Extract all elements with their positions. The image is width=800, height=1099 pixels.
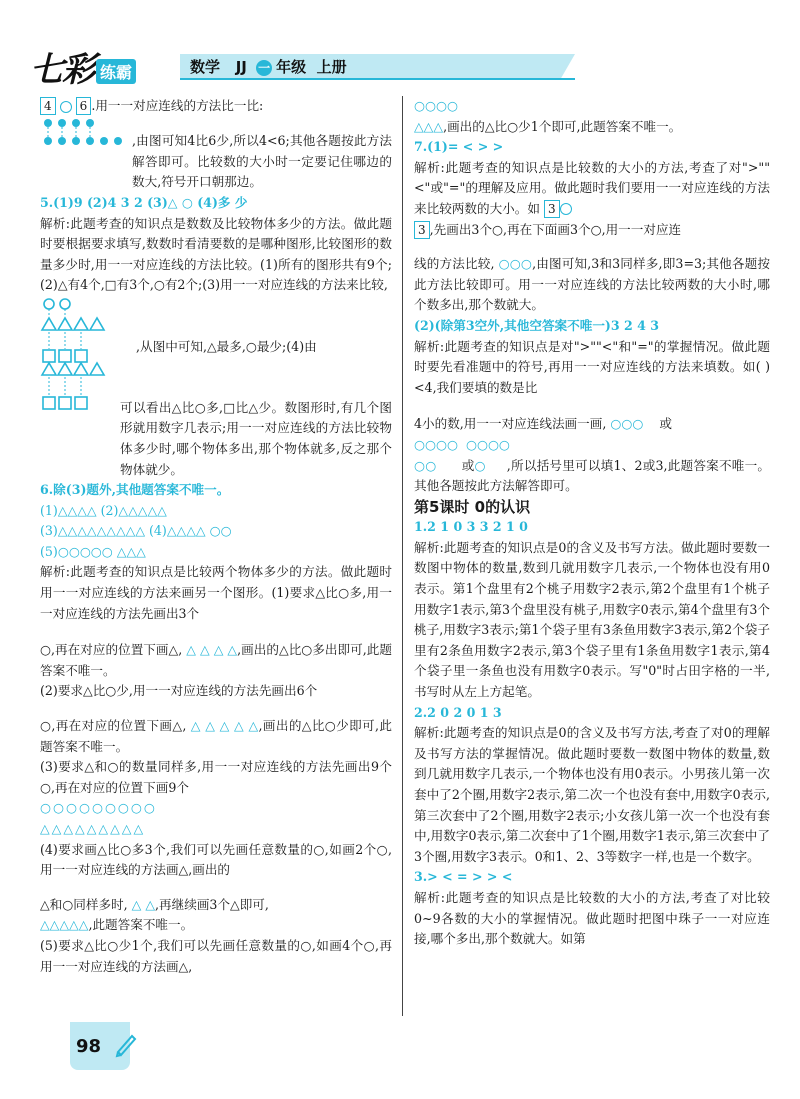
page-number: 98 xyxy=(76,1036,102,1057)
header-info xyxy=(190,56,347,77)
q4-line xyxy=(40,96,392,117)
q6-analysis-2: ○,再在对应的位置下画△, xyxy=(40,642,183,658)
l1-answer: 1.2 1 0 3 3 2 1 0 xyxy=(414,519,528,535)
right-figure-top: ○○○○ △△△,画出的△比○少1个即可,此题答案不唯一。 xyxy=(414,98,682,134)
circle-icon xyxy=(60,101,72,113)
l2-answer: 2.2 0 2 0 1 3 xyxy=(414,704,502,720)
q4-text: .用一一对应连线的方法比一比: xyxy=(91,98,264,113)
circle-icon xyxy=(560,203,572,215)
q7-figure-2: ○○○ xyxy=(610,416,644,432)
q6-figure-4: △ △ xyxy=(131,896,156,912)
q5-analysis: 解析:此题考查的知识点是数数及比较物体多少的方法。做此题时要根据要求填写,数数时看清要数的是哪种图形,比较图形的数量多少时,用一一对应连线的方法比较。(1)所有的图形共有9个;(2)△有4个,□有3个,○有2个;(3)用一一对应连线的方法来比较, xyxy=(40,215,392,293)
q6-figure-5: △△△△△ xyxy=(40,917,89,933)
l3-analysis: 解析:此题考查的知识点是比较数的大小的方法,考查了对比较0~9各数的大小的掌握情况。做此题时把图中珠子一一对应连接,哪个多出,那个数就大。如第 xyxy=(414,889,770,947)
q7-analysis-3: 线的方法比较, xyxy=(414,256,495,272)
q7-figure-4: ○○ xyxy=(414,457,437,473)
brand-logo xyxy=(30,42,136,91)
left-column xyxy=(40,96,392,977)
grade-label: 年级 xyxy=(276,58,307,76)
q6-analysis-3: ,画出的△比○多出即可,此题答案不唯一。 xyxy=(40,642,392,678)
pencil-icon xyxy=(112,1030,140,1058)
l3-answer: 3.> < = > > < xyxy=(414,869,513,885)
q6-analysis-10: ,再继续画3个△即可, xyxy=(155,896,269,912)
l1-analysis: 解析:此题考查的知识点是0的含义及书写方法。做此题时要数一数图中物体的数量,数到几就用数字几表示,一个物体也没有用0表示。第1个盘里有2个桃子用数字2表示,第2个盘里有1个桃子用数字1表示,第3个盘里没有桃子,用数字0表示,第4个盘里有3个桃子,用数字3表示;第1个袋子里有3条鱼用数字3表示,第2个袋子里有2条鱼用数字2表示,第3个袋子里有1条鱼用数字1表示,第4个袋子里一条鱼也没有用数字0表示。写"0"时占田字格的一半,书写时从左上方起笔。 xyxy=(414,539,770,700)
page-header xyxy=(0,0,800,100)
q5-figure-1 xyxy=(40,296,130,366)
q7-answer-2: (2)(除第3空外,其他空答案不唯一)3 2 4 3 xyxy=(414,317,660,333)
q6-answer-1: (1)△△△△ (2)△△△△△ xyxy=(40,502,167,518)
brand-title: 七彩 xyxy=(30,50,94,90)
q6-analysis-8: (4)要求画△比○多3个,我们可以先画任意数量的○,如画2个○,用一一对应连线的方法画△,画出的 xyxy=(40,841,392,878)
q7-analysis-7: ,所以括号里可以填1、2或3,此题答案不唯一。其他各题按此方法解答即可。 xyxy=(414,457,770,494)
right-column: ○○○○ △△△,画出的△比○少1个即可,此题答案不唯一。 7.(1)= < > > 解析:此题考查的知识点是比较数的大小的方法,考查了对">""<"或"="的理解及应用。做此题时我们要用一一对应连线的方法来比较两数的大小。如 3 3 ,先画出3个○,再在下面画3个○,用一一对应连 线的方法比较, ○○○,由图可知,3和3同样多,即3=3;其他各题按此方法比较即可。用一一对应连线的方法比较两数的大小时,哪个数多出,那个数就大。 (2)(除第3空外,其他空答案不唯一)3 2 4 3 解析:此题考查的知识点是对">""<"和"="的掌握情况。做此题时要先看准题中的符号,再用一一对应连线的方法来填数。如( )<4,我们要填的数是比 4小的数,用一一对应连线法画一画, ○○○ 或 ○○○○ ○○○○ ○○ 或○ ,所以括号里可以填1、2或3,此题答案不唯一。其他各题按此方法解答即可。 第5课时 0的认识 1.2 1 0 3 3 2 1 0 解析:此题考查的知识点是0的含义及书写方法。做此题时要数一数图中物体的数量,数到几就用数字几表示,一个物体也没有用0表示。第1个盘里有2个桃子用数字2表示,第2个盘里有1个桃子用数字1表示,第3个盘里没有桃子,用数字0表示,第4个盘里有3个桃子,用数字3表示;第1个袋子里有3条鱼用数字3表示,第2个袋子里有2条鱼用数字2表示,第3个袋子里有1条鱼用数字1表示,第4个袋子里一条鱼也没有用数字0表示。写"0"时占田字格的一半,书写时从左上方起笔。 2.2 0 2 0 1 3 解析:此题考查的知识点是0的含义及书写方法,考查了对0的理解及书写方法的掌握情况。做此题时要数一数图中物体的数量,数到几就用数字几表示,一个物体也没有用0表示。小男孩儿第一次套中了2个圈,用数字2表示,第二次一个也没有套中,用数字0表示,第三次套中了2个圈,用数字2表示;小女孩儿第一次一个也没有套中,用数字0表示,第二次套中了1个圈,用数字1表示,第三次套中了3个圈,用数字3表示。0和1、2、3等数字一样,也是一个数字。 3.> < = > > < 解析:此题考查的知识点是比较数的大小的方法,考查了对比较0~9各数的大小的掌握情况。做此题时把图中珠子一一对应连接,哪个多出,那个数就大。如第 xyxy=(414,96,770,950)
lesson-title: 第5课时 0的认识 xyxy=(414,497,531,516)
q6-analysis-11: ,此题答案不唯一。 xyxy=(88,917,194,933)
q6-analysis-4: (2)要求△比○少,用一一对应连线的方法先画出6个 xyxy=(40,683,318,699)
q5-analysis-3: 可以看出△比○多,□比△少。数图形时,有几个图形就用数字几表示;用一一对应连线的方法比较物体多少时,哪个物体多出,那个物体就多,反之那个物体就少。 xyxy=(120,399,392,477)
q7-or-2: 或 xyxy=(461,457,475,473)
q7-number-box-b: 3 xyxy=(414,221,430,239)
volume-label: 上册 xyxy=(316,58,347,76)
q5-answer: 5.(1)9 (2)4 3 2 (3)△ ○ (4)多 少 xyxy=(40,194,248,210)
edition-label: JJ xyxy=(235,58,247,76)
column-divider xyxy=(402,96,403,1016)
q6-analysis-9: △和○同样多时, xyxy=(40,896,128,912)
q7-number-box-a: 3 xyxy=(544,200,560,218)
q6-figure-1: △ △ △ △ xyxy=(186,642,238,658)
right-analysis-top: ,画出的△比○少1个即可,此题答案不唯一。 xyxy=(443,118,682,134)
q6-answer-head: 6.除(3)题外,其他题答案不唯一。 xyxy=(40,482,230,498)
q6-analysis-1: 解析:此题考查的知识点是比较两个物体多少的方法。做此题时用一一对应连线的方法来画另一个图形。(1)要求△比○多,用一一对应连线的方法先画出3个 xyxy=(40,564,392,621)
q7-figure-1: ○○○ xyxy=(498,256,533,272)
grade-number-badge: 一 xyxy=(258,61,271,75)
q4-number-box-a: 4 xyxy=(40,97,56,115)
q6-analysis-6: ,画出的△比○少即可,此题答案不唯一。 xyxy=(40,718,392,754)
q7-answer: 7.(1)= < > > xyxy=(414,139,504,155)
l2-analysis: 解析:此题考查的知识点是0的含义及书写方法,考查了对0的理解及书写方法的掌握情况。做此题时要数一数图中物体的数量,数到几就用数字几表示,一个物体也没有用0表示。小男孩儿第一次套中了2个圈,用数字2表示,第二次一个也没有套中,用数字0表示,第三次套中了2个圈,用数字2表示;小女孩儿第一次一个也没有套中,用数字0表示,第二次套中了1个圈,用数字1表示,第三次套中了3个圈,用数字3表示。0和1、2、3等数字一样,也是一个数字。 xyxy=(414,725,770,864)
q6-analysis-12: (5)要求△比○少1个,我们可以先画任意数量的○,如画4个○,再用一一对应连线的方法画△, xyxy=(40,937,392,974)
brand-subtitle: 练霸 xyxy=(96,59,136,84)
q7-or-1: 或 xyxy=(659,416,672,432)
q5-analysis-2: ,从图中可知,△最多,○最少;(4)由 xyxy=(136,338,317,354)
q6-analysis-7: (3)要求△和○的数量同样多,用一一对应连线的方法先画出9个○,再在对应的位置下画9个 xyxy=(40,759,392,795)
q6-answer-2: (3)△△△△△△△△△ (4)△△△△ ○○ xyxy=(40,523,232,539)
q4-explanation: ,由图可知4比6少,所以4<6;其他各题按此方法解答即可。比较数的大小时一定要记住哪边的数大,符号开口朝那边。 xyxy=(132,133,392,190)
q7-analysis-4: ,由图可知,3和3同样多,即3=3;其他各题按此方法比较即可。用一一对应连线的方法比较两数的大小时,哪个数多出,那个数就大。 xyxy=(414,256,770,313)
q7-analysis-6: 4小的数,用一一对应连线法画一画, xyxy=(414,416,607,432)
q6-analysis-5: ○,再在对应的位置下画△, xyxy=(40,718,187,734)
q6-answer-3: (5)○○○○○ △△△ xyxy=(40,543,146,559)
q6-figure-3: ○○○○○○○○○ △△△△△△△△△ xyxy=(40,800,157,836)
q7-analysis-5: 解析:此题考查的知识点是对">""<"和"="的掌握情况。做此题时要先看准题中的符号,再用一一对应连线的方法来填数。如( )<4,我们要填的数是比 xyxy=(414,338,770,395)
q4-matching-figure xyxy=(40,117,130,147)
q4-number-box-b: 6 xyxy=(76,97,92,115)
q6-figure-2: △ △ △ △ △ xyxy=(190,718,259,734)
q7-analysis-1: 解析:此题考查的知识点是比较数的大小的方法,考查了对">""<"或"="的理解及应用。做此题时我们要用一一对应连线的方法来比较两数的大小。如 xyxy=(414,159,770,216)
q7-figure-3: ○○○○ ○○○○ xyxy=(414,436,510,452)
q5-figure-2 xyxy=(40,361,130,413)
subject-label: 数学 xyxy=(190,58,221,76)
q7-analysis-2: ,先画出3个○,再在下面画3个○,用一一对应连 xyxy=(429,221,682,237)
